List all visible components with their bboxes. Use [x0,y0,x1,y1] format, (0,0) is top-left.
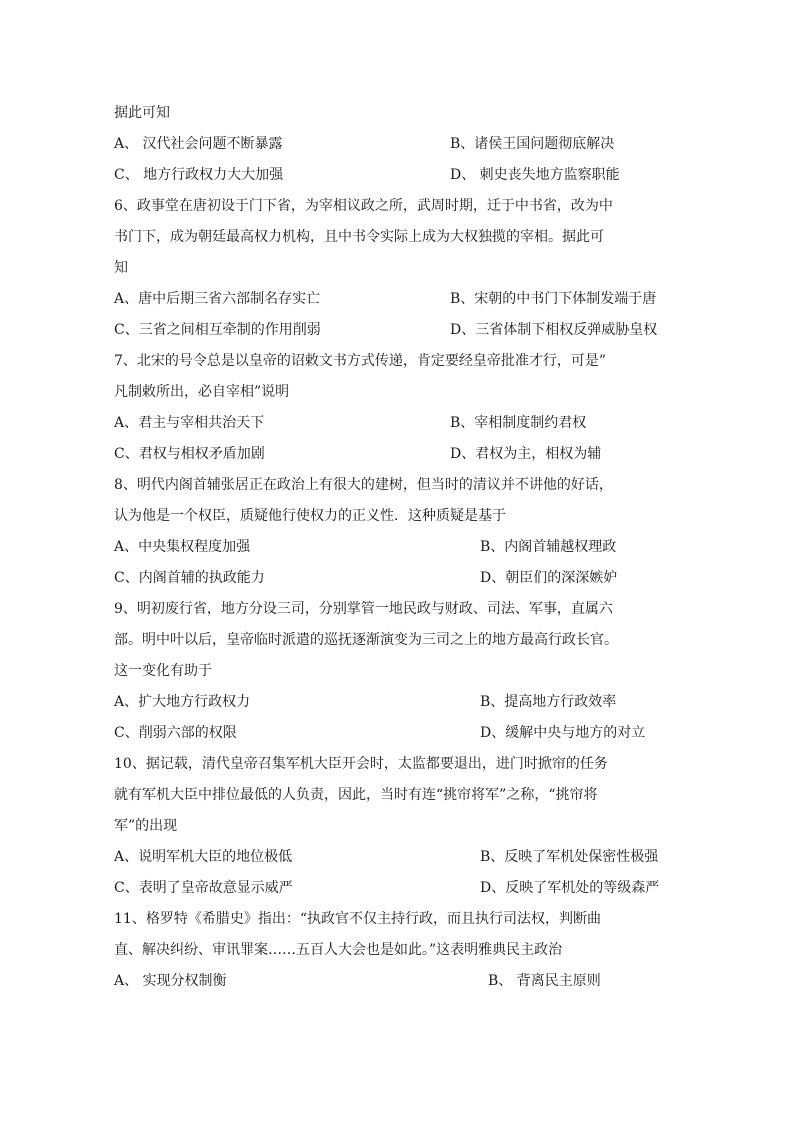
q5-option-a: A、 汉代社会问题不断暴露 [114,136,283,152]
q6-option-b: B、宋朝的中书门下体制发端于唐 [450,291,657,307]
q8-stem-line1: 8、明代内阁首辅张居正在政治上有很大的建树，但当时的清议并不讲他的好话， [114,477,613,493]
q7-option-c: C、君权与相权矛盾加剧 [114,446,265,462]
q9-option-c: C、削弱六部的权限 [114,725,237,741]
q9-option-d: D、缓解中央与地方的对立 [480,725,646,741]
q10-stem-line2: 就有军机大臣中排位最低的人负责，因此，当时有连“挑帘将军”之称，“挑帘将 [114,787,598,803]
intro-text: 据此可知 [114,105,170,121]
q10-option-a: A、说明军机大臣的地位极低 [114,849,293,865]
q6-stem-line2: 书门下，成为朝廷最高权力机构，且中书令实际上成为大权独揽的宰相。据此可 [114,229,604,245]
q7-option-a: A、君主与宰相共治天下 [114,415,265,431]
q6-option-d: D、三省体制下相权反弹威胁皇权 [450,322,658,338]
q10-option-c: C、表明了皇帝故意显示威严 [114,880,293,896]
q8-option-b: B、内阁首辅越权理政 [480,539,617,555]
q8-stem-line2: 认为他是一个权臣，质疑他行使权力的正义性．这种质疑是基于 [114,508,506,524]
q5-option-c: C、 地方行政权力大大加强 [114,167,284,183]
q5-option-d: D、 刺史丧失地方监察职能 [450,167,620,183]
q10-stem-line3: 军”的出现 [114,818,178,834]
q10-stem-line1: 10、据记载，清代皇帝召集军机大臣开会时，太监都要退出，进门时掀帘的任务 [114,756,608,772]
q9-option-a: A、扩大地方行政权力 [114,694,251,710]
q5-option-b: B、诸侯王国问题彻底解决 [450,136,615,152]
q6-stem-line1: 6、政事堂在唐初设于门下省，为宰相议政之所，武周时期，迁于中书省，改为中 [114,198,613,214]
q8-option-d: D、朝臣们的深深嫉妒 [480,570,618,586]
q9-stem-line3: 这一变化有助于 [114,663,212,679]
q6-option-c: C、三省之间相互牵制的作用削弱 [114,322,321,338]
q6-option-a: A、唐中后期三省六部制名存实亡 [114,291,321,307]
q9-stem-line1: 9、明初废行省，地方分设三司，分别掌管一地民政与财政、司法、军事，直属六 [114,601,613,617]
q10-option-b: B、反映了军机处保密性极强 [480,849,659,865]
q7-option-b: B、宰相制度制约君权 [450,415,587,431]
q10-option-d: D、反映了军机处的等级森严 [480,880,660,896]
q9-stem-line2: 部。明中叶以后，皇帝临时派遣的巡抚逐渐演变为三司之上的地方最高行政长官。 [114,632,618,648]
q6-stem-line3: 知 [114,260,128,276]
q7-stem-line1: 7、北宋的号令总是以皇帝的诏敕文书方式传递，肯定要经皇帝批准才行，可是” [114,353,607,369]
q7-option-d: D、君权为主，相权为辅 [450,446,602,462]
q8-option-a: A、中央集权程度加强 [114,539,251,555]
q8-option-c: C、内阁首辅的执政能力 [114,570,265,586]
q11-option-b: B、 背离民主原则 [488,973,601,989]
q11-stem-line2: 直、解决纠纷、审讯罪案……五百人大会也是如此。”这表明雅典民主政治 [114,942,563,958]
q11-stem-line1: 11、格罗特《希腊史》指出：“执政官不仅主持行政，而且执行司法权，判断曲 [114,911,601,927]
q11-option-a: A、 实现分权制衡 [114,973,227,989]
q7-stem-line2: 凡制敕所出，必自宰相”说明 [114,384,290,400]
q9-option-b: B、提高地方行政效率 [480,694,617,710]
